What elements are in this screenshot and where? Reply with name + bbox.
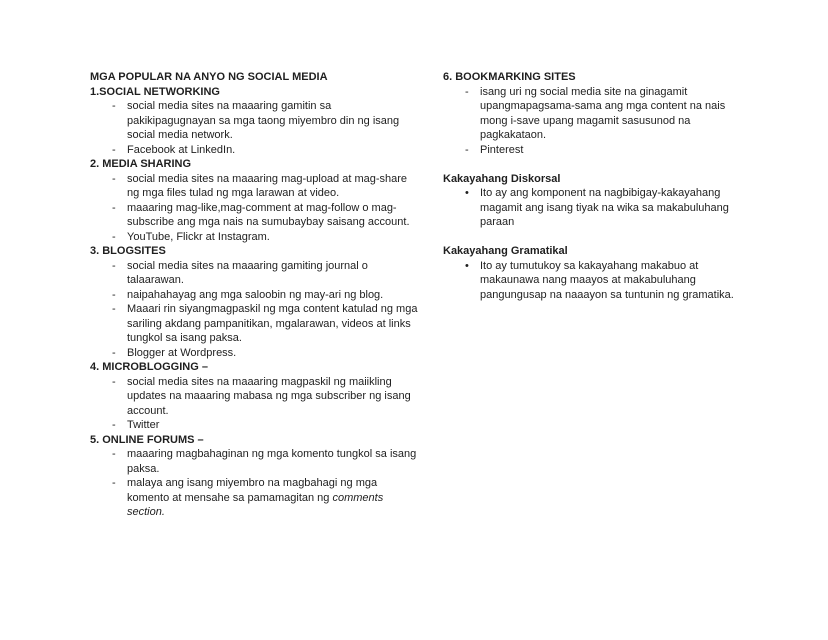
dash-bullet: -	[112, 230, 116, 243]
list-item	[90, 346, 420, 361]
item-text: Ito ay tumutukoy sa kakayahang makabuo at makaunawa nang maayos at makabuluhang pangungusap na naaayon sa tuntunin ng gramatika.	[480, 259, 734, 301]
section-heading: 3. BLOGSITES	[90, 245, 166, 257]
list-item	[90, 288, 420, 303]
document-title: MGA POPULAR NA ANYO NG SOCIAL MEDIA	[90, 71, 328, 83]
item-text: YouTube, Flickr at Instagram.	[127, 230, 270, 243]
list-item	[90, 230, 420, 245]
section-heading: 2. MEDIA SHARING	[90, 158, 192, 170]
round-bullet: •	[465, 259, 469, 272]
left-column	[90, 70, 420, 520]
dash-bullet: -	[465, 143, 469, 156]
list-item	[90, 172, 420, 201]
item-text: social media sites na maaaring magpaskil ng maiikling updates na maaaring mabasa ng mga subscriber ng isang account.	[127, 375, 411, 417]
section-blogsites	[90, 244, 420, 360]
item-text: Ito ay ang komponent na nagbibigay-kakayahang magamit ang isang tiyak na wika sa makabuluhang paraan	[480, 187, 729, 228]
dash-bullet: -	[112, 448, 116, 460]
list-item	[90, 143, 420, 158]
list-item	[90, 418, 420, 433]
list-item	[90, 201, 420, 230]
section-microblogging	[90, 360, 420, 433]
dash-bullet: -	[112, 346, 116, 359]
section-heading: 6. BOOKMARKING SITES	[443, 71, 576, 83]
dash-bullet: -	[112, 303, 116, 315]
section-online-forums	[90, 433, 420, 520]
item-text: Facebook at LinkedIn.	[127, 143, 236, 156]
dash-bullet: -	[465, 85, 469, 98]
item-text: social media sites na maaaring mag-upload at mag-share ng mga files tulad ng mga larawan at video.	[127, 172, 408, 199]
item-text: maaaring magbahaginan ng mga komento tungkol sa isang paksa.	[127, 448, 417, 475]
dash-bullet: -	[112, 143, 116, 156]
dash-bullet: -	[112, 172, 116, 185]
dash-bullet: -	[112, 288, 116, 301]
right-column	[443, 70, 749, 302]
list-item	[443, 186, 749, 230]
section-kakayahang-diskorsal	[443, 172, 749, 230]
dash-bullet: -	[112, 259, 116, 272]
section-media-sharing	[90, 157, 420, 244]
list-item	[90, 375, 420, 419]
list-item	[90, 476, 420, 520]
item-text: isang uri ng social media site na ginagamit upangmapagsama-sama ang mga content na nais mong i-save upang magamit sasusunod na pagkakataon.	[480, 85, 726, 141]
list-item	[443, 85, 749, 143]
item-text-regular: malaya ang isang miyembro na magbahagi ng mga komento at mensahe sa pamamagitan ng	[127, 477, 378, 504]
dash-bullet: -	[112, 100, 116, 112]
list-item	[90, 99, 420, 143]
round-bullet: •	[465, 187, 469, 199]
list-item	[90, 302, 420, 346]
item-text: Maaari rin siyangmagpaskil ng mga content katulad ng mga sariling akdang pampanitikan, mgalarawan, videos at links tungkol sa isang paksa.	[127, 303, 418, 344]
list-item	[90, 447, 420, 476]
item-text: naipahahayag ang mga saloobin ng may-ari ng blog.	[127, 288, 384, 301]
section-bookmarking-sites	[443, 70, 749, 157]
section-heading: 5. ONLINE FORUMS –	[90, 433, 204, 446]
section-heading: Kakayahang Gramatikal	[443, 245, 568, 257]
section-kakayahang-gramatikal	[443, 244, 749, 302]
dash-bullet: -	[112, 419, 116, 431]
dash-bullet: -	[112, 201, 116, 214]
item-text	[127, 476, 420, 520]
item-text: social media sites na maaaring gamiting journal o talaarawan.	[127, 259, 368, 286]
item-text: Blogger at Wordpress.	[127, 346, 237, 359]
item-text-italic: comments section.	[127, 491, 384, 518]
section-social-networking	[90, 85, 420, 158]
dash-bullet: -	[112, 477, 116, 489]
list-item	[443, 259, 749, 303]
item-text: social media sites na maaaring gamitin sa pakikipagugnayan sa mga taong miyembro din ng isang social media network.	[127, 100, 400, 141]
item-text: Pinterest	[480, 143, 524, 156]
section-heading: Kakayahang Diskorsal	[443, 172, 561, 185]
item-text: maaaring mag-like,mag-comment at mag-follow o mag-subscribe ang mga nais na sumubaybay saisang account.	[127, 201, 410, 228]
item-text: Twitter	[127, 419, 160, 431]
section-heading: 4. MICROBLOGGING –	[90, 361, 208, 373]
list-item	[90, 259, 420, 288]
list-item	[443, 143, 749, 158]
section-heading: 1.SOCIAL NETWORKING	[90, 85, 220, 98]
dash-bullet: -	[112, 375, 116, 388]
